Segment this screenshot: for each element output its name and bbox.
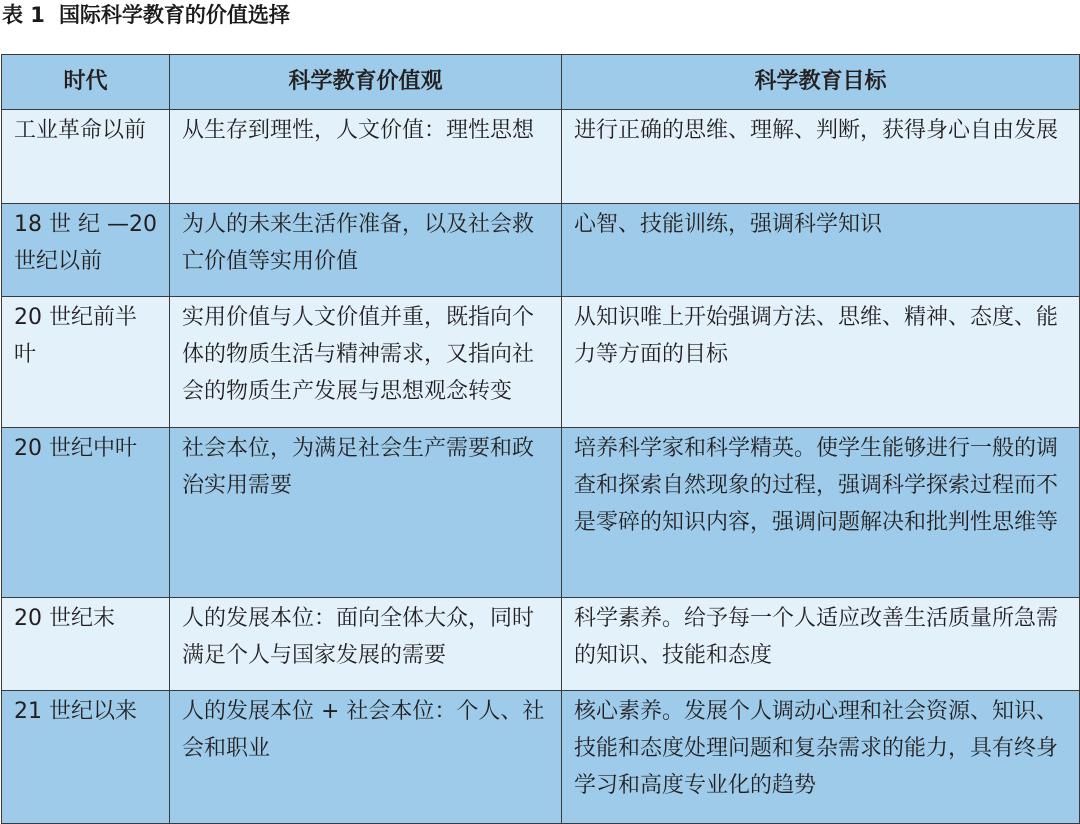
value-table: [1, 54, 1080, 824]
goal-cell: 心智、技能训练，强调科学知识: [562, 204, 1080, 297]
table-caption: [2, 0, 290, 30]
header-goal: 科学教育目标: [562, 55, 1080, 110]
value-cell: 从生存到理性，人文价值：理性思想: [170, 110, 562, 204]
table-row: [2, 598, 1080, 691]
era-cell: 20 世纪前半叶: [2, 297, 170, 428]
value-cell: 社会本位，为满足社会生产需要和政治实用需要: [170, 428, 562, 598]
goal-cell: 核心素养。发展个人调动心理和社会资源、知识、技能和态度处理问题和复杂需求的能力，具有终身学习和高度专业化的趋势: [562, 691, 1080, 824]
table-row: [2, 297, 1080, 428]
era-cell: 21 世纪以来: [2, 691, 170, 824]
goal-cell: 进行正确的思维、理解、判断，获得身心自由发展: [562, 110, 1080, 204]
era-cell: 20 世纪中叶: [2, 428, 170, 598]
table-number: 表 1: [2, 3, 45, 27]
table-row: [2, 204, 1080, 297]
table-row: [2, 110, 1080, 204]
value-cell: 为人的未来生活作准备，以及社会救亡价值等实用价值: [170, 204, 562, 297]
goal-cell: 从知识唯上开始强调方法、思维、精神、态度、能力等方面的目标: [562, 297, 1080, 428]
era-cell: 工业革命以前: [2, 110, 170, 204]
goal-cell: 科学素养。给予每一个人适应改善生活质量所急需的知识、技能和态度: [562, 598, 1080, 691]
header-value: 科学教育价值观: [170, 55, 562, 110]
era-cell: 20 世纪末: [2, 598, 170, 691]
goal-cell: 培养科学家和科学精英。使学生能够进行一般的调查和探索自然现象的过程，强调科学探索过程而不是零碎的知识内容，强调问题解决和批判性思维等: [562, 428, 1080, 598]
value-cell: 实用价值与人文价值并重，既指向个体的物质生活与精神需求，又指向社会的物质生产发展与思想观念转变: [170, 297, 562, 428]
value-cell: 人的发展本位：面向全体大众，同时满足个人与国家发展的需要: [170, 598, 562, 691]
table-row: [2, 691, 1080, 824]
value-cell: 人的发展本位 + 社会本位：个人、社会和职业: [170, 691, 562, 824]
table-header-row: [2, 55, 1080, 110]
header-era: 时代: [2, 55, 170, 110]
table-title: 国际科学教育的价值选择: [58, 3, 290, 27]
table-row: [2, 428, 1080, 598]
era-cell: 18 世 纪 —20 世纪以前: [2, 204, 170, 297]
